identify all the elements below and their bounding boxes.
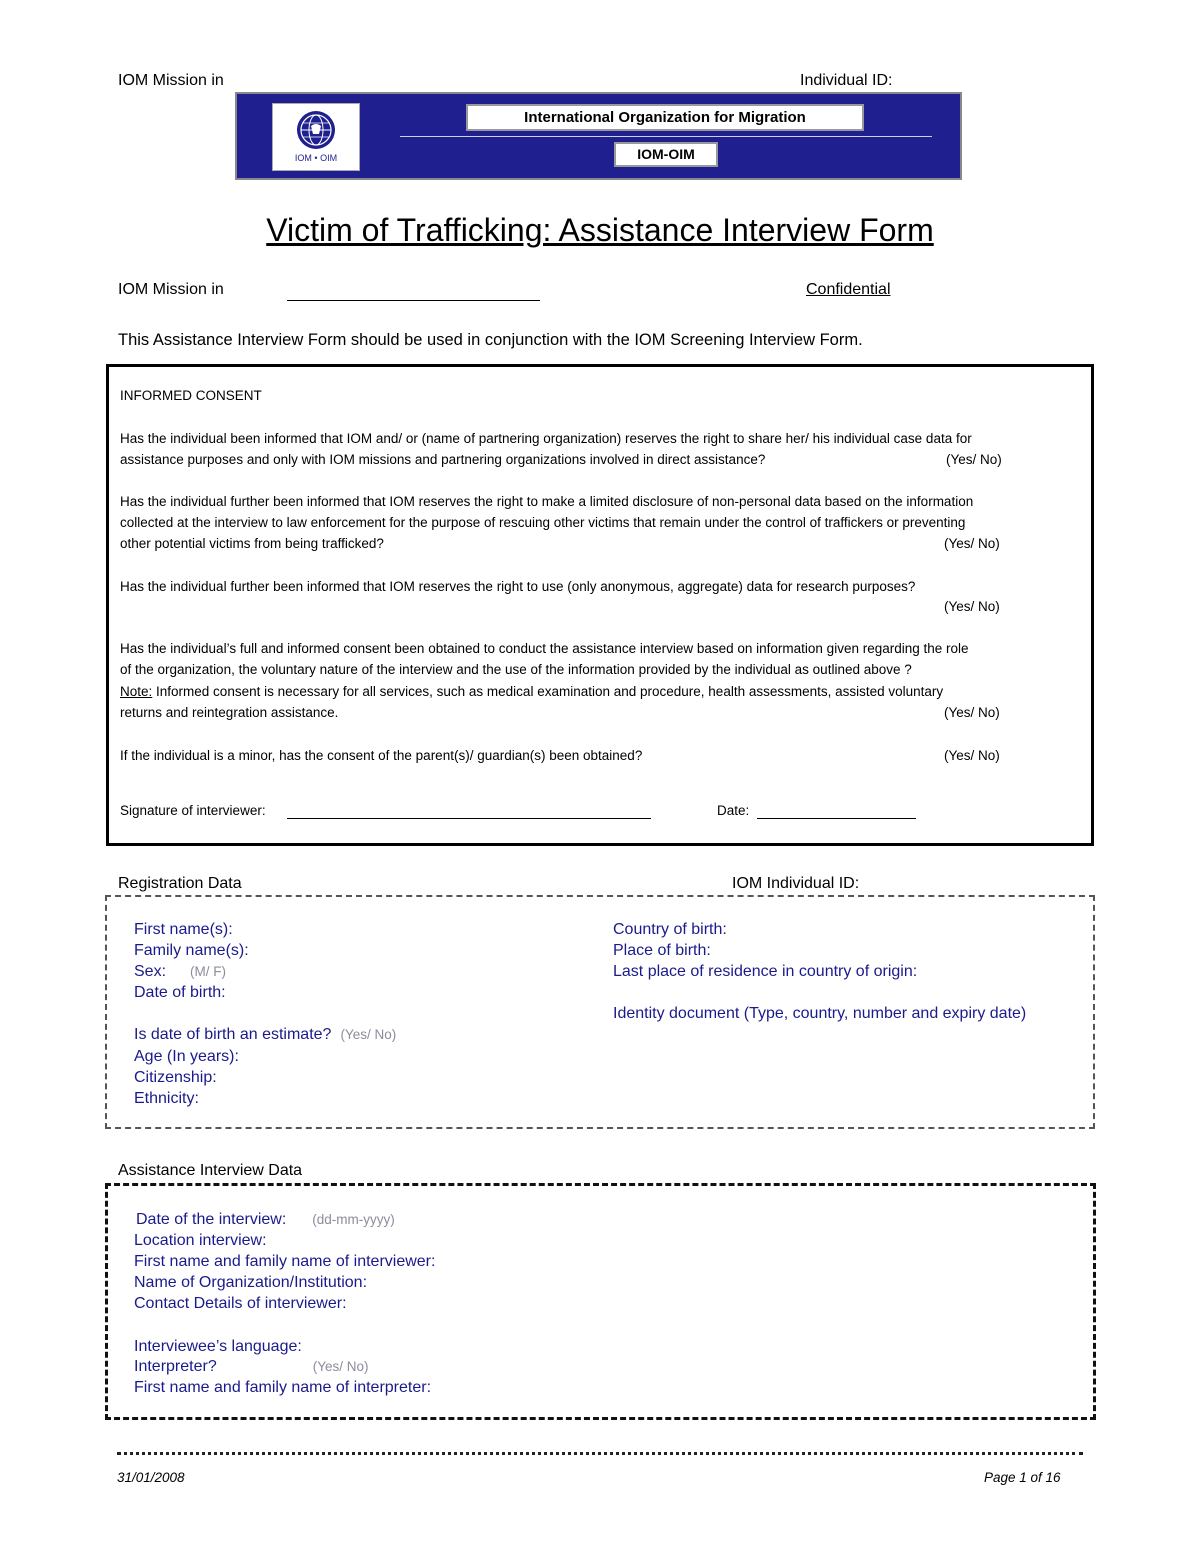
consent-q2-line2: collected at the interview to law enforcement for the purpose of rescuing other victims that remain under the control of traffickers or preventing bbox=[120, 515, 966, 530]
consent-q2-yes-no[interactable]: (Yes/ No) bbox=[944, 536, 1000, 551]
language-field[interactable]: Interviewee’s language: bbox=[134, 1338, 302, 1355]
page-title: Victim of Trafficking: Assistance Interview Form bbox=[266, 212, 934, 248]
consent-q4-line2: of the organization, the voluntary nature of the interview and the use of the information provided by the individual as outlined above ? bbox=[120, 662, 912, 677]
country-of-birth-field[interactable]: Country of birth: bbox=[613, 921, 727, 938]
signature-label: Signature of interviewer: bbox=[120, 803, 266, 818]
interpreter-name-field[interactable]: First name and family name of interpreter: bbox=[134, 1379, 432, 1396]
consent-q4-line1: Has the individual’s full and informed consent been obtained to conduct the assistance interview based on information given regarding the role bbox=[120, 641, 969, 656]
interviewer-name-field[interactable]: First name and family name of interviewer: bbox=[134, 1253, 436, 1270]
consent-q2-line3: other potential victims from being trafficked? bbox=[120, 536, 384, 551]
date-label: Date: bbox=[717, 803, 750, 818]
org-name-box: International Organization for Migration bbox=[466, 104, 864, 131]
consent-note-line1 bbox=[120, 681, 1080, 702]
citizenship-field[interactable]: Citizenship: bbox=[134, 1069, 217, 1086]
dob-estimate-field[interactable] bbox=[134, 1026, 396, 1044]
iom-logo bbox=[272, 103, 360, 171]
interview-date-hint: (dd-mm-yyyy) bbox=[312, 1212, 395, 1227]
consent-q4-yes-no[interactable]: (Yes/ No) bbox=[944, 705, 1000, 720]
family-names-field[interactable]: Family name(s): bbox=[134, 942, 249, 959]
consent-note-line2: returns and reintegration assistance. bbox=[120, 705, 339, 720]
mission-label: IOM Mission in bbox=[118, 281, 224, 298]
identity-document-field[interactable]: Identity document (Type, country, number and expiry date) bbox=[613, 1005, 1027, 1022]
consent-q3-yes-no[interactable]: (Yes/ No) bbox=[944, 599, 1000, 614]
consent-q5-yes-no[interactable]: (Yes/ No) bbox=[944, 748, 1000, 763]
consent-heading: INFORMED CONSENT bbox=[120, 388, 262, 403]
registration-heading: Registration Data bbox=[118, 875, 242, 892]
sex-label: Sex: bbox=[134, 963, 167, 980]
note-text: Informed consent is necessary for all services, such as medical examination and procedure, health assessments, assisted voluntary bbox=[152, 684, 944, 699]
consent-q1-line2: assistance purposes and only with IOM missions and partnering organizations involved in direct assistance? bbox=[120, 452, 766, 467]
contact-details-field[interactable]: Contact Details of interviewer: bbox=[134, 1295, 347, 1312]
intro-text: This Assistance Interview Form should be used in conjunction with the IOM Screening Interview Form. bbox=[118, 331, 863, 349]
consent-q2-line1: Has the individual further been informed that IOM reserves the right to make a limited disclosure of non-personal data based on the information bbox=[120, 494, 974, 509]
dob-field[interactable]: Date of birth: bbox=[134, 984, 226, 1001]
consent-q5-line1: If the individual is a minor, has the consent of the parent(s)/ guardian(s) been obtained? bbox=[120, 748, 643, 763]
org-short-box: IOM-OIM bbox=[614, 142, 718, 167]
header-individual-id-label: Individual ID: bbox=[800, 72, 893, 89]
location-field[interactable]: Location interview: bbox=[134, 1232, 267, 1249]
confidential-label: Confidential bbox=[806, 281, 891, 298]
last-residence-field[interactable]: Last place of residence in country of origin: bbox=[613, 963, 918, 980]
date-field-line[interactable] bbox=[757, 818, 916, 819]
footer-date: 31/01/2008 bbox=[117, 1470, 185, 1485]
consent-q1-yes-no[interactable]: (Yes/ No) bbox=[946, 452, 1002, 467]
header-mission-label: IOM Mission in bbox=[118, 72, 224, 89]
sex-field[interactable] bbox=[134, 963, 226, 981]
dob-estimate-hint: (Yes/ No) bbox=[340, 1027, 397, 1042]
interpreter-label: Interpreter? bbox=[134, 1358, 217, 1375]
interview-date-label: Date of the interview: bbox=[136, 1211, 287, 1228]
ethnicity-field[interactable]: Ethnicity: bbox=[134, 1090, 199, 1107]
signature-field-line[interactable] bbox=[287, 818, 651, 819]
first-names-field[interactable]: First name(s): bbox=[134, 921, 233, 938]
mission-field-line[interactable] bbox=[287, 300, 540, 301]
footer-divider bbox=[117, 1452, 1083, 1455]
dob-estimate-label: Is date of birth an estimate? bbox=[134, 1026, 332, 1043]
place-of-birth-field[interactable]: Place of birth: bbox=[613, 942, 711, 959]
consent-q3-line1: Has the individual further been informed that IOM reserves the right to use (only anonymous, aggregate) data for research purposes? bbox=[120, 579, 916, 594]
interpreter-hint: (Yes/ No) bbox=[312, 1359, 369, 1374]
footer-page: Page 1 of 16 bbox=[984, 1470, 1061, 1485]
logo-caption: IOM • OIM bbox=[294, 153, 338, 163]
assistance-heading: Assistance Interview Data bbox=[118, 1162, 303, 1179]
interpreter-field[interactable] bbox=[134, 1358, 369, 1376]
banner-divider bbox=[400, 136, 932, 137]
interview-date-field[interactable] bbox=[136, 1211, 395, 1229]
organization-field[interactable]: Name of Organization/Institution: bbox=[134, 1274, 368, 1291]
iom-individual-id-label: IOM Individual ID: bbox=[732, 875, 860, 892]
consent-q1-line1: Has the individual been informed that IOM and/ or (name of partnering organization) reserves the right to share her/ his individual case data for bbox=[120, 431, 972, 446]
sex-hint: (M/ F) bbox=[190, 964, 227, 979]
age-field[interactable]: Age (In years): bbox=[134, 1048, 239, 1065]
note-label: Note: bbox=[120, 684, 153, 699]
